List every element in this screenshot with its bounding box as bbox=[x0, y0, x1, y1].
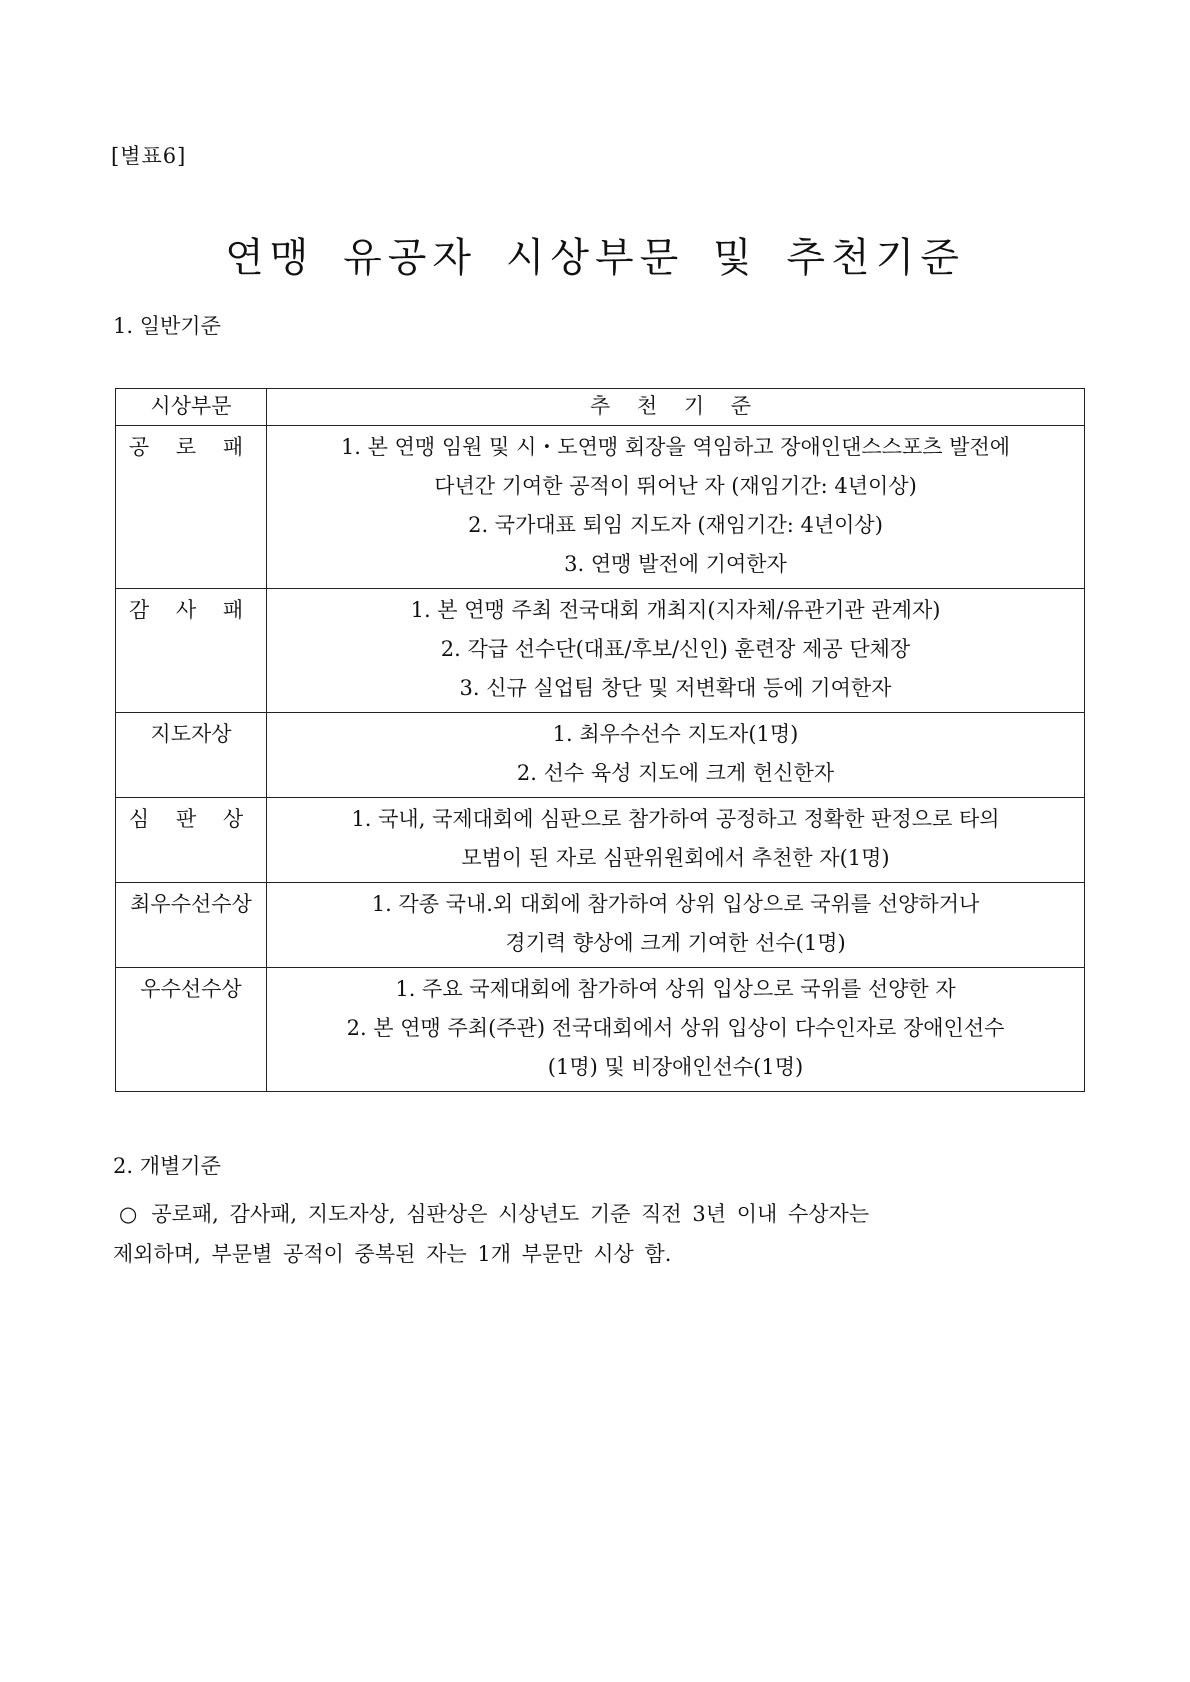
category-cell: 우수선수상 bbox=[116, 968, 267, 1092]
criteria-cell bbox=[267, 426, 1085, 589]
criteria-line: 1. 최우수선수 지도자(1명) bbox=[552, 722, 799, 746]
criteria-cell bbox=[267, 883, 1085, 968]
criteria-line: 1. 본 연맹 주최 전국대회 개최지(지자체/유관기관 관계자) bbox=[410, 598, 941, 622]
header-criteria: 추 천 기 준 bbox=[267, 389, 1085, 426]
criteria-line: 경기력 향상에 크게 기여한 선수(1명) bbox=[505, 931, 846, 955]
criteria-cell bbox=[267, 589, 1085, 713]
criteria-cell bbox=[267, 968, 1085, 1092]
table-row bbox=[116, 713, 1085, 798]
section-heading-general: 1. 일반기준 bbox=[113, 314, 221, 338]
criteria-line: 1. 각종 국내.외 대회에 참가하여 상위 입상으로 국위를 선양하거나 bbox=[371, 892, 980, 916]
table-row bbox=[116, 883, 1085, 968]
criteria-line: 2. 본 연맹 주최(주관) 전국대회에서 상위 입상이 다수인자로 장애인선수 bbox=[346, 1016, 1005, 1040]
section-heading-individual: 2. 개별기준 bbox=[113, 1154, 221, 1178]
criteria-cell bbox=[267, 713, 1085, 798]
table-row bbox=[116, 968, 1085, 1092]
criteria-line: 2. 선수 육성 지도에 크게 헌신한자 bbox=[516, 761, 835, 785]
criteria-line: 1. 국내, 국제대회에 심판으로 참가하여 공정하고 정확한 판정으로 타의 bbox=[351, 807, 1000, 831]
category-cell: 공 로 패 bbox=[116, 426, 267, 589]
criteria-cell bbox=[267, 798, 1085, 883]
table-row bbox=[116, 798, 1085, 883]
criteria-line: 3. 신규 실업팀 창단 및 저변확대 등에 기여한자 bbox=[459, 676, 892, 700]
criteria-line: 1. 본 연맹 임원 및 시・도연맹 회장을 역임하고 장애인댄스스포츠 발전에 bbox=[340, 435, 1011, 459]
award-criteria-table bbox=[115, 388, 1085, 1092]
header-category: 시상부문 bbox=[116, 389, 267, 426]
criteria-line: 1. 주요 국제대회에 참가하여 상위 입상으로 국위를 선양한 자 bbox=[395, 977, 956, 1001]
category-cell: 감 사 패 bbox=[116, 589, 267, 713]
criteria-line: 3. 연맹 발전에 기여한자 bbox=[564, 552, 787, 576]
category-cell: 심 판 상 bbox=[116, 798, 267, 883]
document-title: 연맹 유공자 시상부문 및 추천기준 bbox=[225, 235, 965, 281]
note-line: 공로패, 감사패, 지도자상, 심판상은 시상년도 기준 직전 3년 이내 수상자는 bbox=[151, 1202, 870, 1226]
criteria-line: 다년간 기여한 공적이 뛰어난 자 (재임기간: 4년이상) bbox=[434, 474, 917, 498]
table-row bbox=[116, 426, 1085, 589]
annex-label: [별표6] bbox=[111, 144, 187, 168]
category-cell: 지도자상 bbox=[116, 713, 267, 798]
category-cell: 최우수선수상 bbox=[116, 883, 267, 968]
individual-criteria-note bbox=[113, 1194, 1013, 1274]
criteria-line: 모범이 된 자로 심판위원회에서 추천한 자(1명) bbox=[461, 846, 890, 870]
bullet-icon: ○ bbox=[119, 1202, 138, 1226]
table-header-row bbox=[116, 389, 1085, 426]
criteria-line: (1명) 및 비장애인선수(1명) bbox=[547, 1055, 804, 1079]
criteria-line: 2. 국가대표 퇴임 지도자 (재임기간: 4년이상) bbox=[468, 513, 883, 537]
criteria-line: 2. 각급 선수단(대표/후보/신인) 훈련장 제공 단체장 bbox=[440, 637, 911, 661]
table-row bbox=[116, 589, 1085, 713]
note-line: 제외하며, 부문별 공적이 중복된 자는 1개 부문만 시상 함. bbox=[113, 1242, 672, 1266]
